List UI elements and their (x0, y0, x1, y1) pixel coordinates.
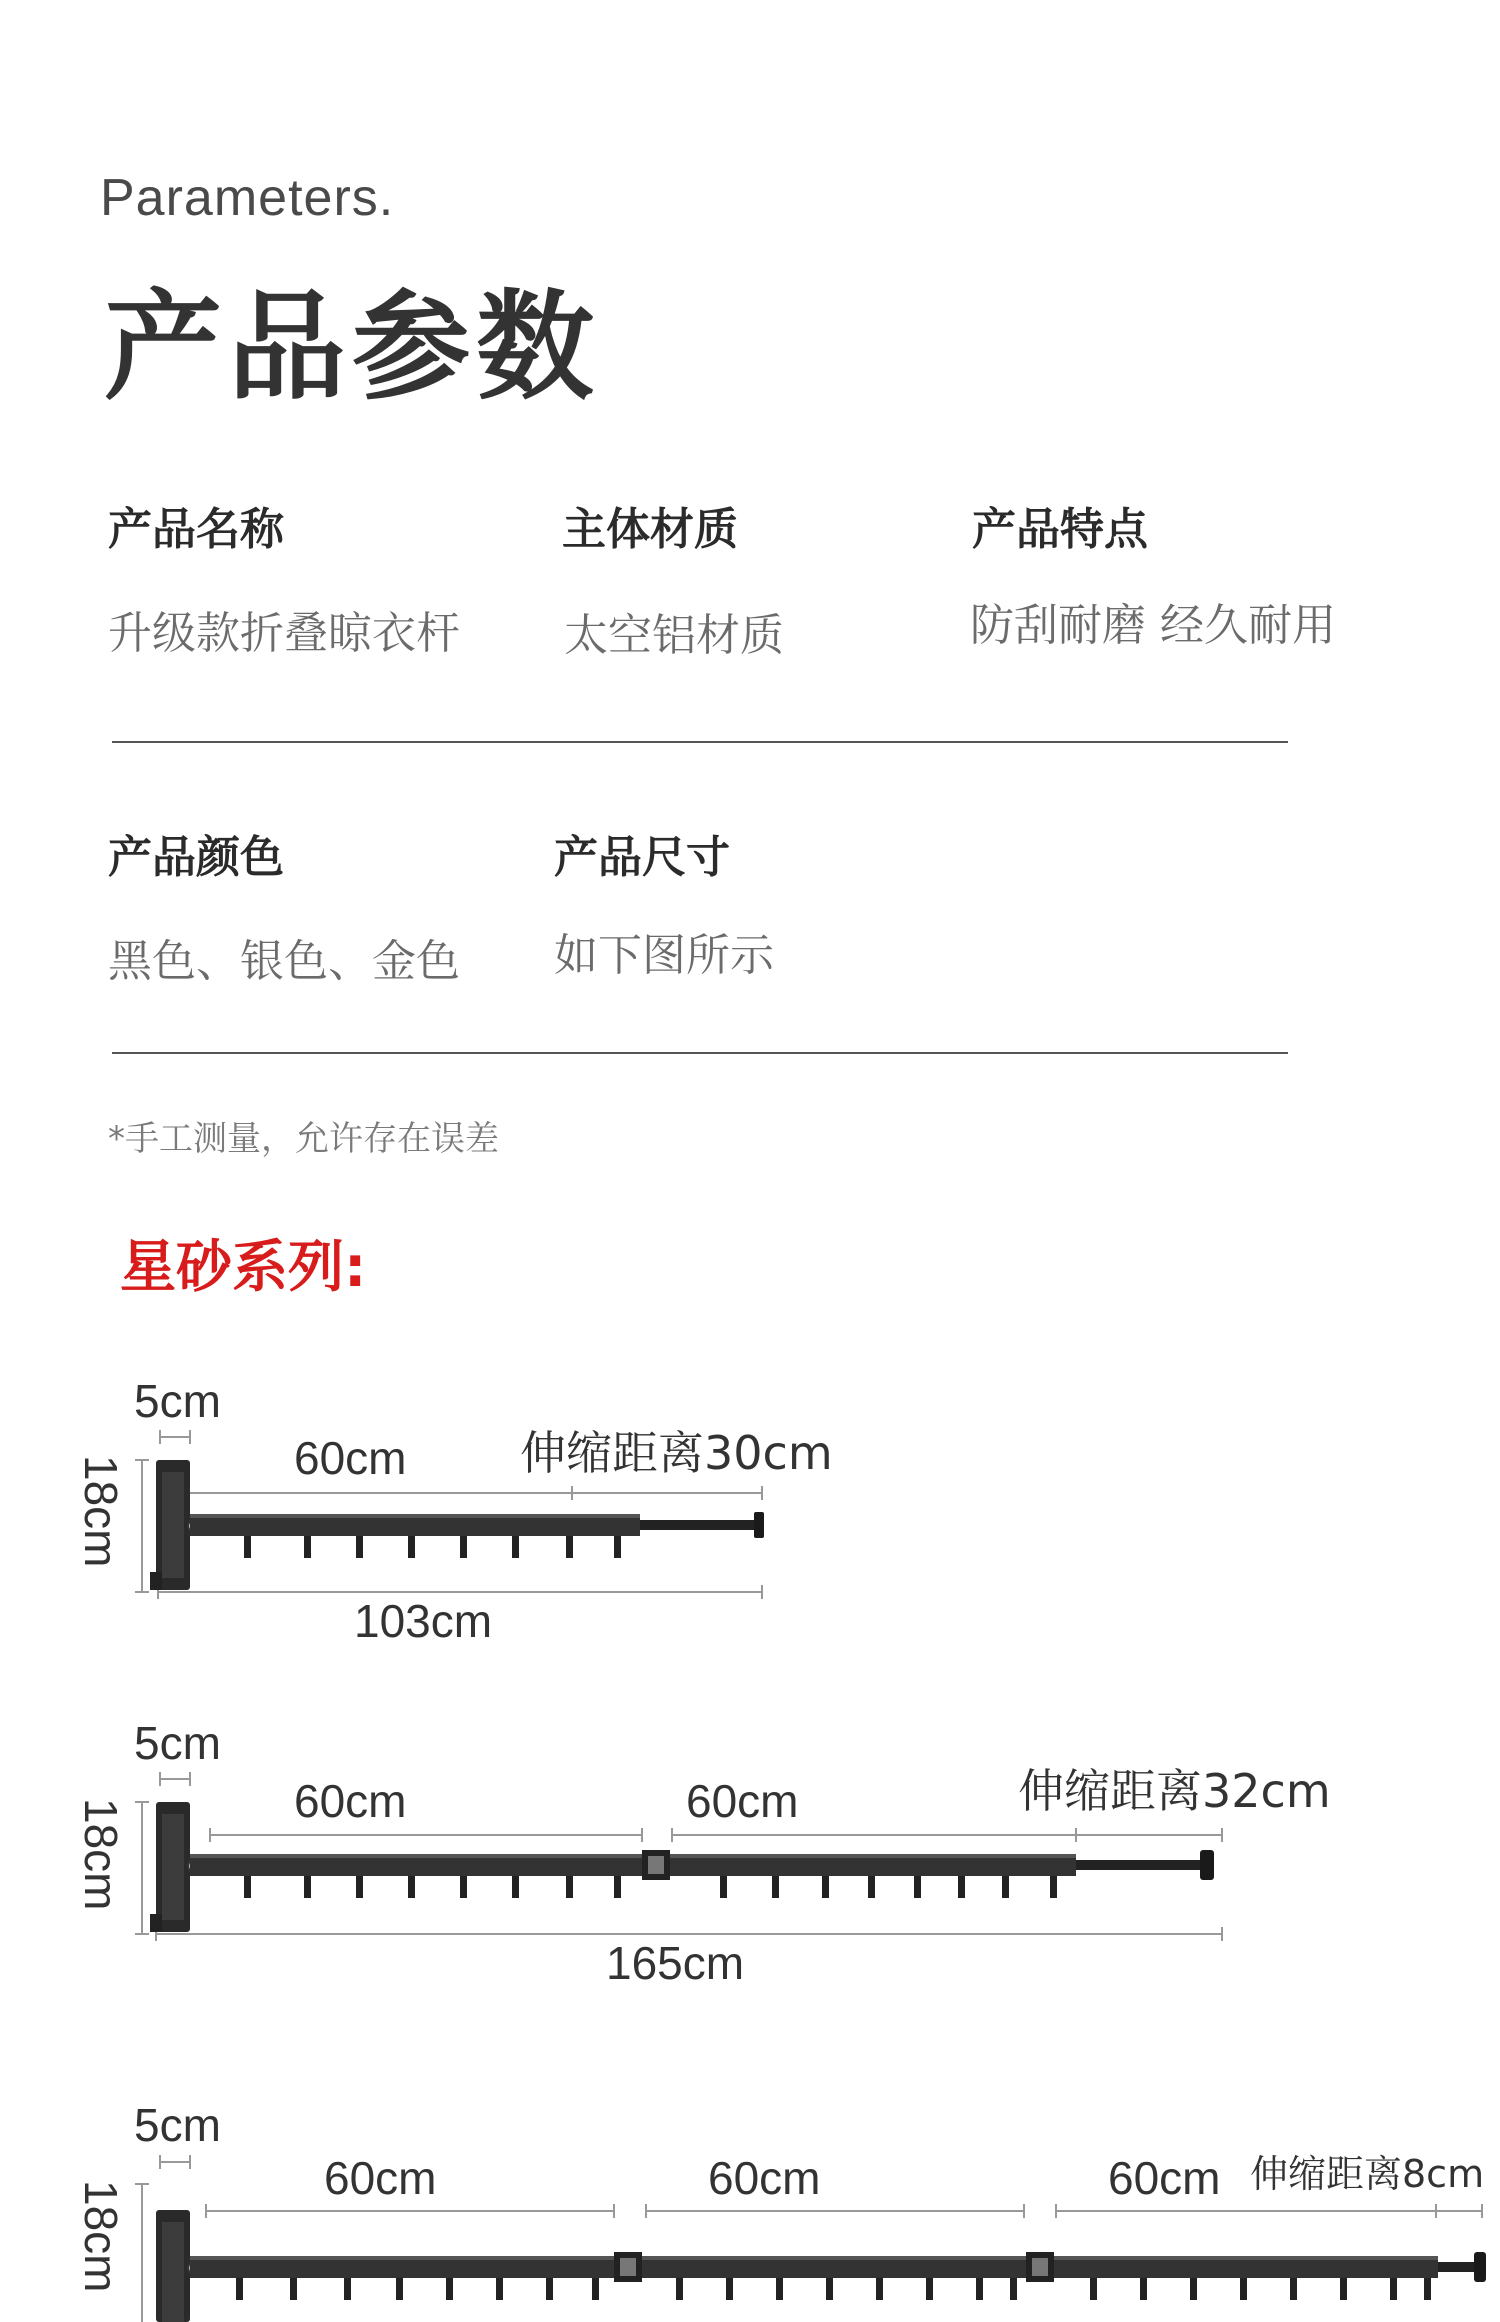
hanger-diagram-2 (0, 1760, 1500, 1960)
height-dim: 18cm (75, 1455, 127, 1568)
segment-dim: 60cm (294, 1775, 407, 1827)
feature-value: 防刮耐磨 经久耐用 (970, 600, 1336, 651)
segment-dim: 60cm (686, 1775, 799, 1827)
section-eyebrow: Parameters. (100, 169, 395, 227)
measurement-note: *手工测量，允许存在误差 (108, 1119, 499, 1159)
segment-dim: 60cm (324, 2152, 437, 2204)
total-length-dim: 165cm (606, 1937, 745, 1989)
total-length-dim: 103cm (354, 1595, 493, 1647)
height-dim: 18cm (75, 1798, 127, 1911)
segment-dim: 60cm (294, 1432, 407, 1484)
bracket-width-dim: 5cm (134, 1375, 221, 1427)
bracket-width-dim: 5cm (134, 1717, 221, 1769)
telescopic-rod (1438, 2262, 1478, 2272)
hanger-diagram-1 (0, 1420, 1500, 1620)
material-value: 太空铝材质 (564, 610, 784, 661)
extension-dim: 伸缩距离30cm (520, 1426, 833, 1480)
size-label: 产品尺寸 (554, 832, 730, 883)
segment-dim: 60cm (1108, 2152, 1221, 2204)
height-dim: 18cm (75, 2180, 127, 2293)
segment-dim: 60cm (708, 2152, 821, 2204)
extension-dim: 伸缩距离32cm (1018, 1764, 1331, 1818)
material-label: 主体材质 (562, 504, 738, 555)
color-label: 产品颜色 (108, 832, 284, 883)
color-value: 黑色、银色、金色 (108, 936, 460, 987)
divider (112, 741, 1288, 743)
page-title: 产品参数 (104, 278, 601, 416)
feature-label: 产品特点 (972, 504, 1148, 555)
product-name-value: 升级款折叠晾衣杆 (108, 608, 460, 659)
product-name-label: 产品名称 (108, 504, 284, 555)
divider (112, 1052, 1288, 1054)
telescopic-rod (640, 1520, 756, 1530)
series-title: 星砂系列: (120, 1235, 367, 1300)
size-value: 如下图所示 (554, 930, 774, 981)
extension-dim: 伸缩距离8cm (1250, 2152, 1485, 2196)
telescopic-rod (1076, 1860, 1212, 1870)
bracket-width-dim: 5cm (134, 2099, 221, 2151)
hanger-diagram-3 (0, 2150, 1500, 2322)
